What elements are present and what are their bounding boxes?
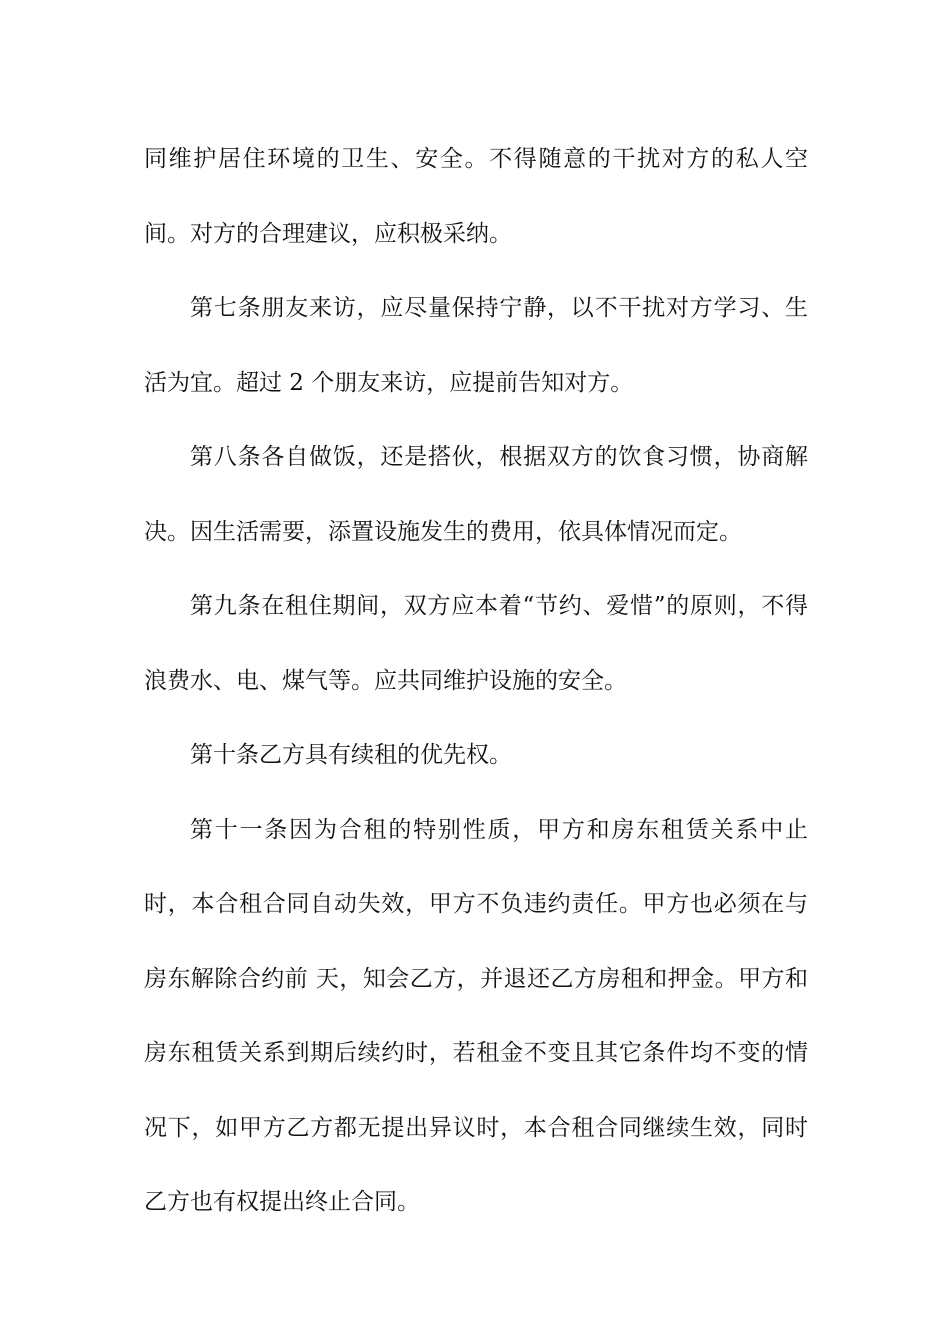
paragraph-article-10: 第十条乙方具有续租的优先权。 — [190, 742, 512, 768]
contract-text — [144, 122, 808, 1240]
paragraph-continuation: 同维护居住环境的卫生、安全。不得随意的干扰对方的私人空间。对方的合理建议，应积极采纳。 — [144, 146, 808, 247]
paragraph-article-11: 第十一条因为合租的特别性质，甲方和房东租赁关系中止时，本合租合同自动失效，甲方不负违约责任。甲方也必须在与房东解除合约前 天，知会乙方，并退还乙方房租和押金。甲方和房东租赁关系到期后续约时，若租金不变且其它条件均不变的情况下，如甲方乙方都无提出异议时，本合租合同继续生效，同时乙方也有权提出终止合同。 — [144, 816, 808, 1215]
paragraph-article-7: 第七条朋友来访，应尽量保持宁静，以不干扰对方学习、生活为宜。超过 2 个朋友来访，应提前告知对方。 — [144, 295, 808, 396]
paragraph-article-8: 第八条各自做饭，还是搭伙，根据双方的饮食习惯，协商解决。因生活需要，添置设施发生的费用，依具体情况而定。 — [144, 444, 808, 545]
paragraph-article-9: 第九条在租住期间，双方应本着“节约、爱惜”的原则，不得浪费水、电、煤气等。应共同维护设施的安全。 — [144, 593, 808, 694]
